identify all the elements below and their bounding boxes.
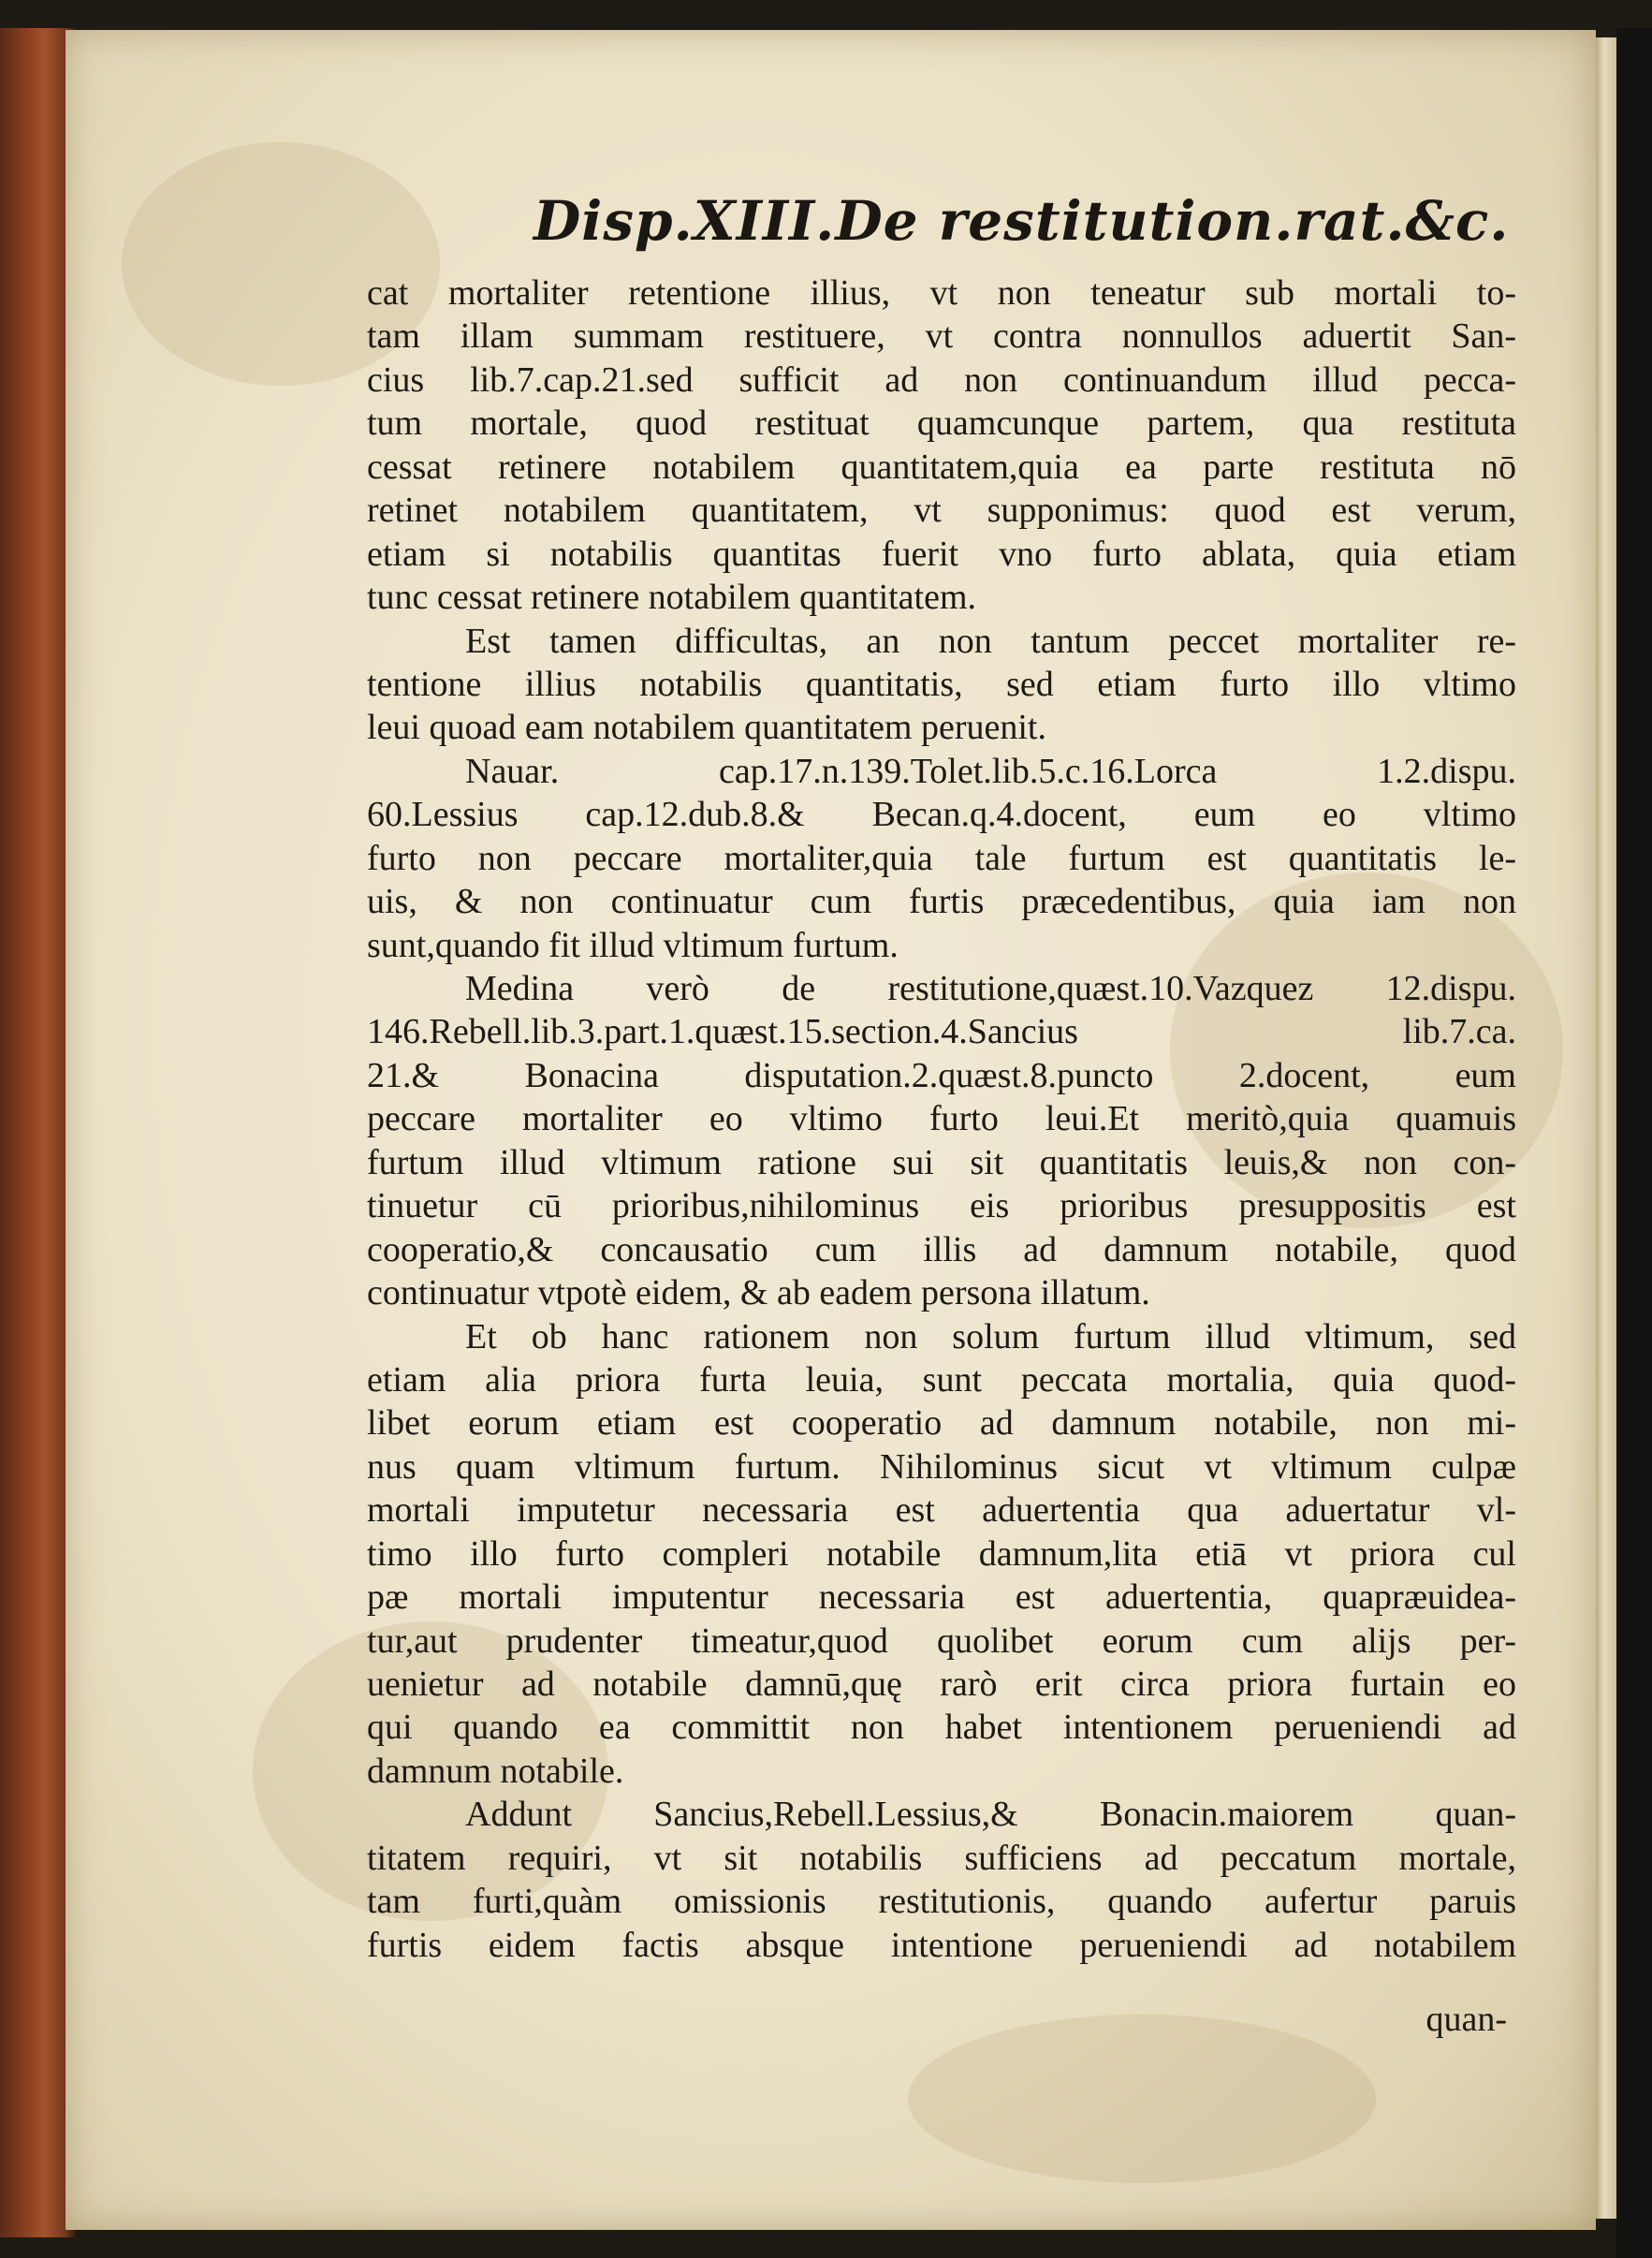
text-line: Medina verò de restitutione,quæst.10.Vazquez 12.dispu. bbox=[465, 969, 1516, 1008]
text-line: qui quando ea committit non habet intentionem perueniendi ad bbox=[367, 1708, 1516, 1748]
text-line: tam illam summam restituere, vt contra nonnullos aduertit San- bbox=[367, 316, 1516, 357]
text-line: furto non peccare mortaliter,quia tale furtum est quantitatis le- bbox=[367, 838, 1516, 878]
text-line: tur,aut prudenter timeatur,quod quolibet eorum cum alijs per- bbox=[367, 1620, 1516, 1661]
text-line: peccare mortaliter eo vltimo furto leui.Et meritò,quia quamuis bbox=[367, 1099, 1516, 1139]
text-line: cessat retinere notabilem quantitatem,quia ea parte restituta nō bbox=[367, 447, 1516, 487]
text-line: tentione illius notabilis quantitatis, sed etiam furto illo vltimo bbox=[367, 664, 1516, 704]
text-line: etiam si notabilis quantitas fuerit vno furto ablata, quia etiam bbox=[367, 534, 1516, 574]
text-line: furtis eidem factis absque intentione perueniendi ad notabilem bbox=[367, 1925, 1516, 1965]
text-line: Est tamen difficultas, an non tantum peccet mortaliter re- bbox=[465, 621, 1516, 661]
catchword: quan- bbox=[1425, 2000, 1507, 2039]
text-line: leui quoad eam notabilem quantitatem peruenit. bbox=[367, 708, 1046, 748]
scan-margin bbox=[1616, 28, 1652, 2258]
body-text bbox=[367, 271, 1516, 1967]
text-line: continuatur vtpotè eidem, & ab eadem persona illatum. bbox=[367, 1273, 1150, 1313]
text-line: Et ob hanc rationem non solum furtum illud vltimum, sed bbox=[465, 1316, 1516, 1356]
text-line: Nauar. cap.17.n.139.Tolet.lib.5.c.16.Lorca 1.2.dispu. bbox=[465, 751, 1516, 791]
text-line: tinuetur cū prioribus,nihilominus eis prioribus presuppositis est bbox=[367, 1186, 1516, 1226]
text-line: cat mortaliter retentione illius, vt non teneatur sub mortali to- bbox=[367, 273, 1516, 313]
text-line: furtum illud vltimum ratione sui sit quantitatis leuis,& non con- bbox=[367, 1142, 1516, 1182]
text-line: tunc cessat retinere notabilem quantitatem. bbox=[367, 578, 977, 618]
text-line: nus quam vltimum furtum. Nihilominus sicut vt vltimum culpæ bbox=[367, 1446, 1516, 1487]
text-line: cius lib.7.cap.21.sed sufficit ad non continuandum illud pecca- bbox=[367, 359, 1516, 400]
text-line: cooperatio,& concausatio cum illis ad damnum notabile, quod bbox=[367, 1229, 1516, 1269]
text-line: 60.Lessius cap.12.dub.8.& Becan.q.4.docent, eum eo vltimo bbox=[367, 795, 1516, 835]
text-line: tam furti,quàm omissionis restitutionis, quando aufertur paruis bbox=[367, 1882, 1516, 1922]
book-spine bbox=[0, 28, 75, 2237]
page-edge bbox=[1596, 37, 1616, 2219]
text-line: damnum notabile. bbox=[367, 1751, 624, 1791]
text-line: retinet notabilem quantitatem, vt supponimus: quod est verum, bbox=[367, 491, 1516, 531]
text-line: sunt,quando fit illud vltimum furtum. bbox=[367, 925, 899, 965]
text-line: uis, & non continuatur cum furtis præcedentibus, quia iam non bbox=[367, 882, 1516, 922]
text-line: titatem requiri, vt sit notabilis sufficiens ad peccatum mortale, bbox=[367, 1838, 1516, 1878]
text-line: Addunt Sancius,Rebell.Lessius,& Bonacin.maiorem quan- bbox=[465, 1795, 1516, 1835]
text-line: mortali imputetur necessaria est aduertentia qua aduertatur vl- bbox=[367, 1490, 1516, 1531]
running-header: Disp.XIII.De restitution.rat.&c. bbox=[534, 189, 1510, 253]
text-line: libet eorum etiam est cooperatio ad damnum notabile, non mi- bbox=[367, 1403, 1516, 1444]
text-line: 146.Rebell.lib.3.part.1.quæst.15.section.4.Sancius lib.7.ca. bbox=[367, 1012, 1516, 1052]
text-line: pæ mortali imputentur necessaria est aduertentia, quapræuidea- bbox=[367, 1577, 1516, 1618]
text-line: 21.& Bonacina disputation.2.quæst.8.puncto 2.docent, eum bbox=[367, 1055, 1516, 1095]
foxing-stain bbox=[908, 2015, 1376, 2183]
text-line: etiam alia priora furta leuia, sunt peccata mortalia, quia quod- bbox=[367, 1359, 1516, 1400]
text-line: timo illo furto compleri notabile damnum,lita etiā vt priora cul bbox=[367, 1533, 1516, 1574]
text-line: uenietur ad notabile damnū,quę rarò erit circa priora furtain eo bbox=[367, 1664, 1516, 1704]
text-line: tum mortale, quod restituat quamcunque partem, qua restituta bbox=[367, 403, 1516, 444]
